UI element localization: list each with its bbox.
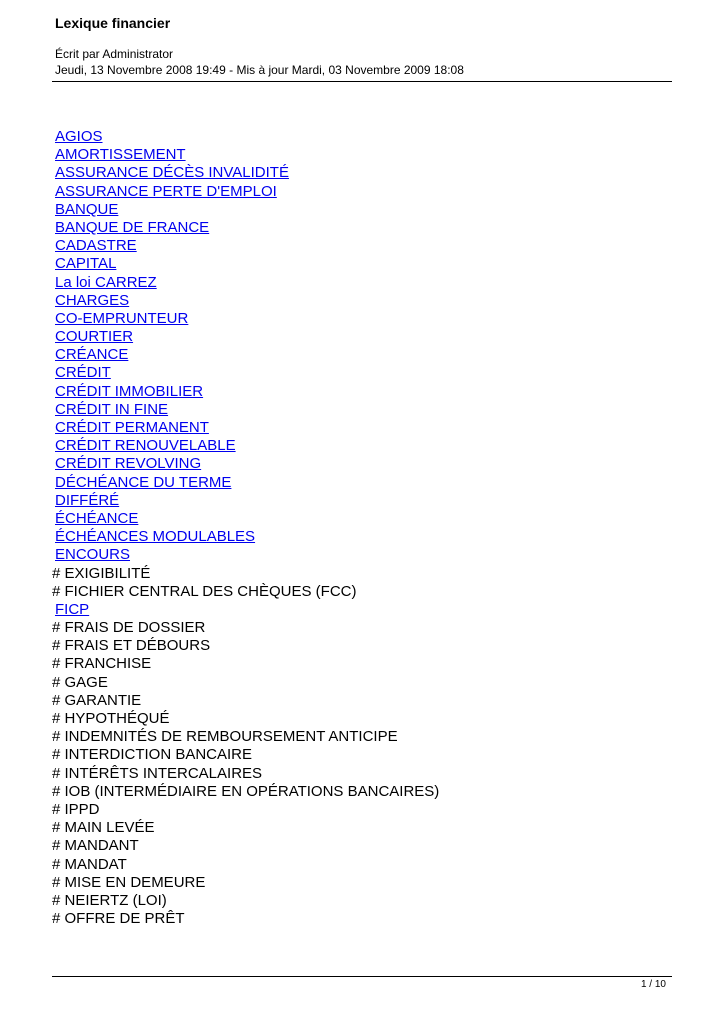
glossary-item — [52, 601, 439, 619]
glossary-term-text: # INTERDICTION BANCAIRE — [52, 746, 253, 764]
document-title: Lexique financier — [55, 15, 171, 31]
glossary-item — [52, 474, 439, 492]
header-divider — [52, 81, 672, 82]
glossary-term-text: # HYPOTHÉQUÉ — [52, 710, 170, 727]
glossary-term-text: # MANDANT — [52, 837, 139, 855]
glossary-item — [52, 146, 439, 164]
glossary-item — [52, 219, 439, 237]
glossary-item — [52, 419, 439, 437]
glossary-term-text: # INDEMNITÉS DE REMBOURSEMENT ANTICIPE — [52, 728, 398, 746]
glossary-item — [52, 437, 439, 455]
glossary-term-link[interactable]: BANQUE DE FRANCE — [55, 218, 210, 236]
glossary-item — [52, 255, 439, 273]
author-line: Écrit par Administrator — [55, 47, 174, 61]
glossary-item — [52, 274, 439, 292]
glossary-item — [52, 819, 439, 837]
glossary-term-link[interactable]: CRÉDIT IN FINE — [55, 400, 169, 418]
glossary-term-text: # EXIGIBILITÉ — [52, 564, 151, 582]
glossary-term-link[interactable]: CADASTRE — [55, 237, 137, 255]
glossary-term-link[interactable]: CRÉDIT REVOLVING — [55, 455, 202, 473]
glossary-term-link[interactable]: CRÉDIT IMMOBILIER — [55, 382, 204, 400]
glossary-term-link[interactable]: DIFFÉRÉ — [55, 491, 120, 509]
glossary-item — [52, 637, 439, 655]
glossary-term-list — [52, 128, 439, 928]
glossary-term-text: # IPPD — [52, 800, 100, 818]
glossary-item — [52, 164, 439, 182]
glossary-term-link[interactable]: AMORTISSEMENT — [55, 146, 186, 164]
glossary-term-link[interactable]: CHARGES — [55, 291, 130, 309]
glossary-term-text: # INTÉRÊTS INTERCALAIRES — [52, 764, 263, 782]
glossary-term-link[interactable]: FICP — [55, 600, 90, 618]
glossary-item — [52, 692, 439, 710]
glossary-term-link[interactable]: CRÉDIT PERMANENT — [55, 419, 209, 436]
glossary-term-link[interactable]: ASSURANCE DÉCÈS INVALIDITÉ — [55, 164, 289, 182]
glossary-term-link[interactable]: CO-EMPRUNTEUR — [55, 309, 189, 327]
glossary-item — [52, 546, 439, 564]
glossary-term-link[interactable]: La loi CARREZ — [55, 273, 157, 291]
footer-divider — [52, 976, 672, 977]
glossary-term-link[interactable]: ÉCHÉANCES MODULABLES — [55, 528, 256, 546]
glossary-term-text: # GAGE — [52, 673, 108, 691]
glossary-item — [52, 128, 439, 146]
glossary-term-link[interactable]: CRÉDIT RENOUVELABLE — [55, 437, 236, 455]
glossary-item — [52, 528, 439, 546]
glossary-term-text: # MISE EN DEMEURE — [52, 873, 206, 891]
glossary-term-link[interactable]: CAPITAL — [55, 255, 117, 273]
glossary-item — [52, 364, 439, 382]
glossary-item — [52, 310, 439, 328]
glossary-item — [52, 856, 439, 874]
glossary-item — [52, 874, 439, 892]
dates-line: Jeudi, 13 Novembre 2008 19:49 - Mis à jour Mardi, 03 Novembre 2009 18:08 — [55, 63, 464, 77]
glossary-term-text: # FRANCHISE — [52, 655, 152, 673]
glossary-term-link[interactable]: BANQUE — [55, 200, 119, 218]
glossary-item — [52, 237, 439, 255]
glossary-item — [52, 783, 439, 801]
glossary-term-link[interactable]: DÉCHÉANCE DU TERME — [55, 473, 232, 491]
glossary-item — [52, 183, 439, 201]
glossary-item — [52, 655, 439, 673]
glossary-item — [52, 328, 439, 346]
glossary-item — [52, 801, 439, 819]
glossary-term-text: # FICHIER CENTRAL DES CHÈQUES (FCC) — [52, 582, 357, 600]
glossary-item — [52, 710, 439, 728]
glossary-item — [52, 910, 439, 928]
page-number: 1 / 10 — [640, 979, 666, 990]
glossary-item — [52, 492, 439, 510]
glossary-item — [52, 746, 439, 764]
glossary-term-text: # OFFRE DE PRÊT — [52, 910, 185, 928]
glossary-term-text: # FRAIS DE DOSSIER — [52, 619, 206, 637]
glossary-term-link[interactable]: CRÉANCE — [55, 346, 129, 364]
glossary-item — [52, 837, 439, 855]
glossary-item — [52, 455, 439, 473]
glossary-term-text: # FRAIS ET DÉBOURS — [52, 637, 211, 655]
glossary-item — [52, 383, 439, 401]
glossary-term-text: # MANDAT — [52, 855, 127, 873]
glossary-item — [52, 565, 439, 583]
glossary-term-text: # NEIERTZ (LOI) — [52, 891, 167, 909]
glossary-term-link[interactable]: CRÉDIT — [55, 364, 111, 382]
glossary-item — [52, 401, 439, 419]
glossary-term-link[interactable]: AGIOS — [55, 128, 103, 145]
glossary-term-link[interactable]: COURTIER — [55, 328, 134, 346]
glossary-item — [52, 728, 439, 746]
glossary-item — [52, 510, 439, 528]
glossary-item — [52, 201, 439, 219]
glossary-item — [52, 674, 439, 692]
glossary-term-text: # IOB (INTERMÉDIAIRE EN OPÉRATIONS BANCAIRES) — [52, 782, 440, 800]
glossary-item — [52, 619, 439, 637]
glossary-term-text: # GARANTIE — [52, 691, 142, 709]
glossary-term-link[interactable]: ASSURANCE PERTE D'EMPLOI — [55, 182, 277, 200]
glossary-item — [52, 765, 439, 783]
glossary-item — [52, 346, 439, 364]
glossary-item — [52, 583, 439, 601]
glossary-item — [52, 292, 439, 310]
glossary-term-text: # MAIN LEVÉE — [52, 819, 155, 837]
glossary-term-link[interactable]: ENCOURS — [55, 546, 131, 564]
glossary-term-link[interactable]: ÉCHÉANCE — [55, 509, 139, 527]
glossary-item — [52, 892, 439, 910]
